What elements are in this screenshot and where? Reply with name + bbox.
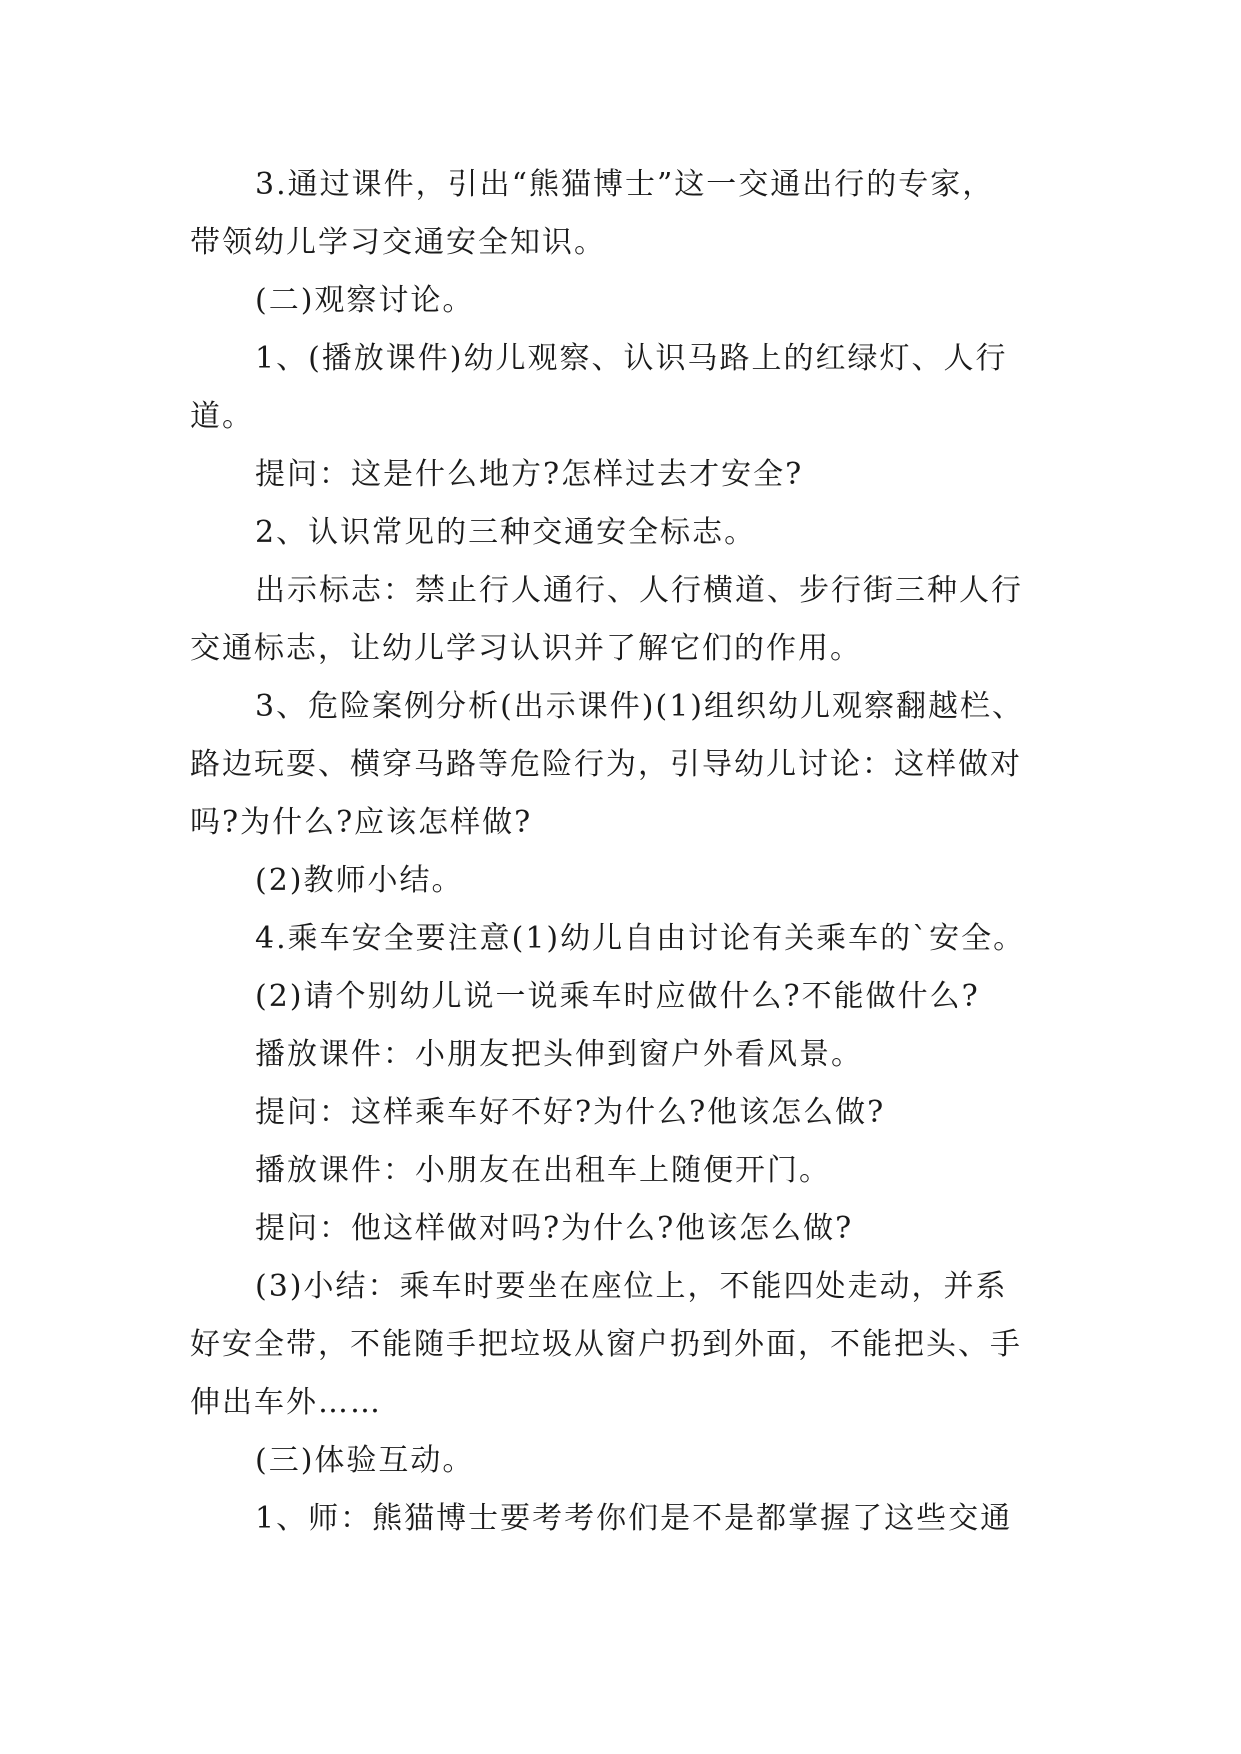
text-line: 道。: [190, 399, 254, 434]
text-line: 好安全带，不能随手把垃圾从窗户扔到外面，不能把头、手: [190, 1327, 1022, 1362]
text-line: (三)体验互动。: [255, 1443, 475, 1478]
text-line: (二)观察讨论。: [255, 283, 475, 318]
text-line: 1、师：熊猫博士要考考你们是不是都掌握了这些交通: [255, 1501, 1013, 1536]
text-line: 播放课件：小朋友在出租车上随便开门。: [255, 1153, 831, 1188]
text-line: (2)教师小结。: [255, 863, 464, 898]
text-line: 1、(播放课件)幼儿观察、认识马路上的红绿灯、人行: [255, 341, 1008, 376]
text-line: 伸出车外……: [190, 1385, 382, 1420]
text-line: 3、危险案例分析(出示课件)(1)组织幼儿观察翻越栏、: [255, 689, 1024, 724]
text-line: (2)请个别幼儿说一说乘车时应做什么?不能做什么?: [255, 979, 980, 1014]
text-line: 提问：他这样做对吗?为什么?他该怎么做?: [255, 1211, 854, 1246]
text-line: 路边玩耍、横穿马路等危险行为，引导幼儿讨论：这样做对: [190, 747, 1022, 782]
text-line: 带领幼儿学习交通安全知识。: [190, 225, 606, 260]
text-line: 播放课件：小朋友把头伸到窗户外看风景。: [255, 1037, 863, 1072]
text-line: 4.乘车安全要注意(1)幼儿自由讨论有关乘车的`安全。: [255, 921, 1026, 956]
text-line: 出示标志：禁止行人通行、人行横道、步行街三种人行: [255, 573, 1023, 608]
text-line: 提问：这是什么地方?怎样过去才安全?: [255, 457, 804, 492]
text-line: (3)小结：乘车时要坐在座位上，不能四处走动，并系: [255, 1269, 1008, 1304]
text-line: 吗?为什么?应该怎样做?: [190, 805, 533, 840]
text-line: 提问：这样乘车好不好?为什么?他该怎么做?: [255, 1095, 886, 1130]
text-line: 交通标志，让幼儿学习认识并了解它们的作用。: [190, 631, 862, 666]
text-line: 2、认识常见的三种交通安全标志。: [255, 515, 757, 550]
text-line: 3.通过课件，引出“熊猫博士”这一交通出行的专家，: [255, 167, 995, 202]
